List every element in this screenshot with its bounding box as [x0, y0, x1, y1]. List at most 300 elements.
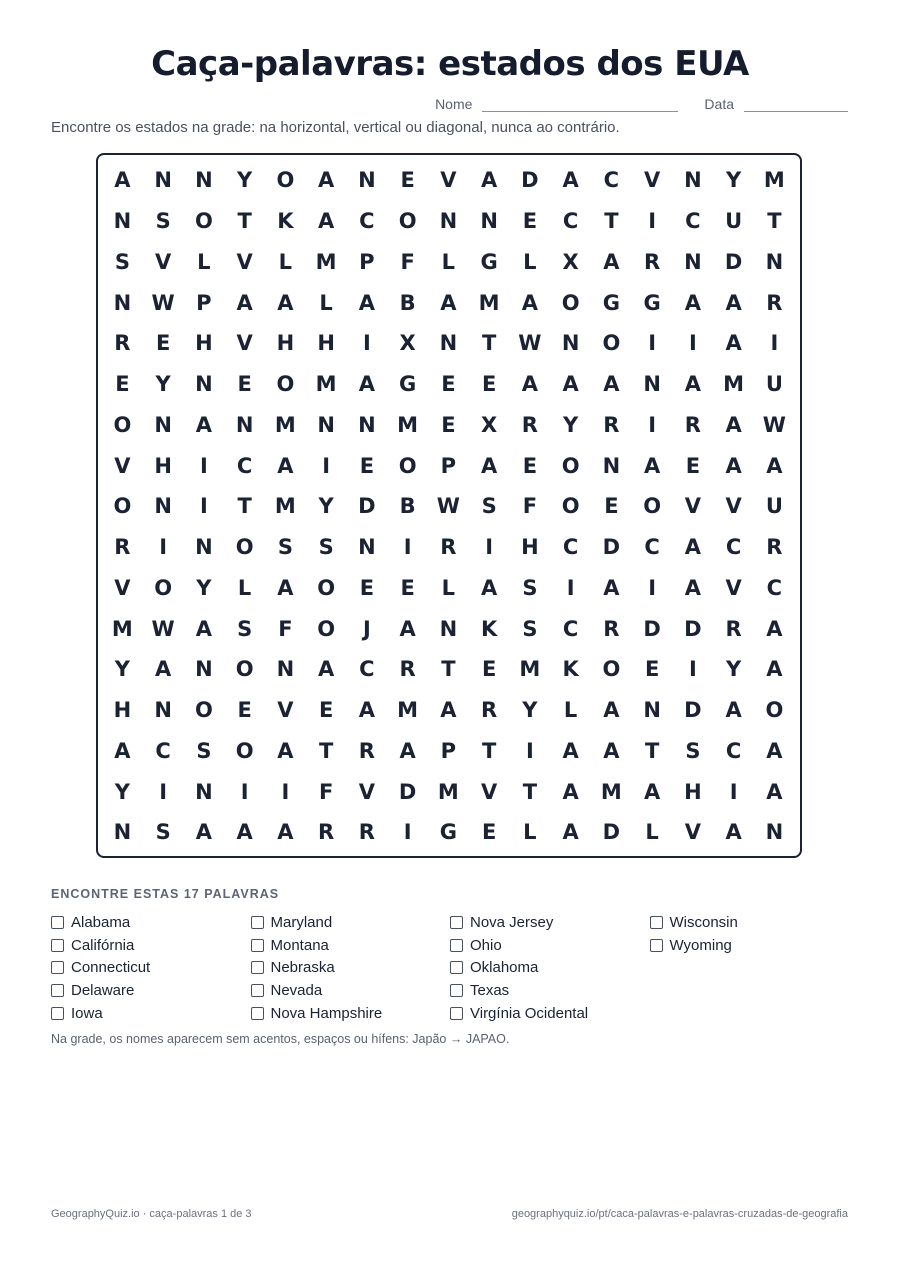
grid-cell[interactable]: R [114, 535, 131, 560]
grid-cell[interactable]: A [562, 168, 579, 193]
grid-cell[interactable]: P [440, 453, 457, 478]
grid-cell[interactable]: T [237, 494, 252, 519]
grid-cell[interactable]: U [765, 372, 783, 397]
grid-cell[interactable]: W [762, 412, 786, 437]
grid-cell[interactable]: N [113, 820, 132, 845]
grid-cell[interactable]: A [277, 820, 294, 845]
grid-cell[interactable]: A [114, 168, 131, 193]
grid-cell[interactable]: E [644, 657, 660, 682]
grid-cell[interactable]: N [195, 535, 213, 560]
grid-cell[interactable]: C [359, 209, 375, 234]
grid-cell[interactable]: O [398, 453, 417, 478]
grid-cell[interactable]: A [358, 290, 375, 315]
grid-cell[interactable]: A [317, 168, 335, 193]
grid-cell[interactable]: N [154, 494, 172, 519]
grid-cell[interactable]: W [518, 331, 542, 356]
grid-cell[interactable]: A [195, 412, 212, 437]
grid-cell[interactable]: I [199, 453, 208, 478]
grid-cell[interactable]: I [566, 575, 575, 600]
grid-cell[interactable]: D [521, 168, 539, 193]
grid-cell[interactable]: E [400, 575, 415, 600]
grid-cell[interactable]: R [603, 616, 620, 641]
grid-cell[interactable]: X [481, 412, 498, 437]
grid-cell[interactable]: E [359, 575, 375, 600]
grid-cell[interactable]: D [724, 249, 743, 274]
grid-cell[interactable]: Y [726, 657, 742, 682]
grid-cell[interactable]: B [399, 494, 416, 519]
grid-cell[interactable]: A [603, 372, 620, 397]
grid-cell[interactable]: A [603, 575, 620, 600]
grid-cell[interactable]: L [441, 575, 456, 600]
grid-cell[interactable]: O [765, 698, 784, 723]
grid-cell[interactable]: S [155, 820, 171, 845]
grid-cell[interactable]: J [362, 616, 371, 641]
grid-cell[interactable]: N [439, 209, 458, 234]
grid-cell[interactable]: A [562, 779, 579, 804]
grid-cell[interactable]: E [400, 168, 415, 193]
grid-cell[interactable]: L [197, 249, 211, 274]
grid-cell[interactable]: S [196, 738, 212, 763]
grid-cell[interactable]: N [643, 698, 661, 723]
grid-cell[interactable]: T [481, 331, 497, 356]
grid-cell[interactable]: V [358, 779, 375, 804]
grid-cell[interactable]: T [767, 209, 782, 234]
grid-cell[interactable]: R [399, 657, 416, 682]
grid-cell[interactable]: R [766, 535, 783, 560]
grid-cell[interactable]: O [194, 209, 213, 234]
grid-cell[interactable]: G [439, 820, 457, 845]
grid-cell[interactable]: A [562, 372, 579, 397]
grid-cell[interactable]: E [155, 331, 171, 356]
grid-cell[interactable]: O [602, 331, 621, 356]
grid-cell[interactable]: N [561, 331, 580, 356]
grid-cell[interactable]: H [154, 453, 172, 478]
grid-cell[interactable]: E [604, 494, 619, 519]
checkbox[interactable] [450, 939, 463, 952]
grid-cell[interactable]: M [315, 249, 337, 274]
grid-cell[interactable]: V [480, 779, 498, 804]
grid-cell[interactable]: V [643, 168, 661, 193]
grid-cell[interactable]: I [322, 453, 331, 478]
grid-cell[interactable]: R [114, 331, 131, 356]
grid-cell[interactable]: S [522, 575, 538, 600]
grid-cell[interactable]: A [440, 698, 457, 723]
grid-cell[interactable]: O [317, 575, 336, 600]
grid-cell[interactable]: K [562, 657, 579, 682]
grid-cell[interactable]: Y [522, 698, 538, 723]
grid-cell[interactable]: R [318, 820, 335, 845]
grid-cell[interactable]: C [685, 209, 701, 234]
grid-cell[interactable]: A [562, 820, 579, 845]
grid-cell[interactable]: R [358, 738, 375, 763]
grid-cell[interactable]: A [725, 820, 742, 845]
grid-cell[interactable]: X [399, 331, 416, 356]
grid-cell[interactable]: I [770, 331, 779, 356]
grid-cell[interactable]: A [766, 657, 783, 682]
grid-cell[interactable]: I [362, 331, 371, 356]
grid-cell[interactable]: M [111, 616, 133, 641]
grid-cell[interactable]: A [521, 372, 538, 397]
grid-cell[interactable]: P [359, 249, 375, 274]
name-field[interactable] [482, 97, 678, 112]
grid-cell[interactable]: A [684, 535, 701, 560]
grid-cell[interactable]: A [317, 209, 335, 234]
grid-cell[interactable]: A [725, 453, 742, 478]
grid-cell[interactable]: B [399, 290, 416, 315]
grid-cell[interactable]: N [439, 331, 458, 356]
checkbox[interactable] [251, 939, 264, 952]
grid-cell[interactable]: E [481, 820, 497, 845]
grid-cell[interactable]: R [644, 249, 661, 274]
grid-cell[interactable]: N [439, 616, 458, 641]
grid-cell[interactable]: F [400, 249, 415, 274]
grid-cell[interactable]: N [154, 412, 172, 437]
grid-cell[interactable]: M [478, 290, 500, 315]
grid-cell[interactable]: K [480, 616, 498, 641]
grid-cell[interactable]: I [240, 779, 249, 804]
checkbox[interactable] [251, 984, 264, 997]
grid-cell[interactable]: V [684, 820, 701, 845]
grid-cell[interactable]: F [278, 616, 293, 641]
grid-cell[interactable]: M [397, 412, 419, 437]
grid-cell[interactable]: A [603, 738, 620, 763]
grid-cell[interactable]: V [154, 249, 172, 274]
grid-cell[interactable]: F [522, 494, 538, 519]
grid-cell[interactable]: M [519, 657, 541, 682]
grid-cell[interactable]: M [315, 372, 337, 397]
grid-cell[interactable]: E [481, 372, 497, 397]
grid-cell[interactable]: N [113, 209, 132, 234]
grid-cell[interactable]: A [358, 372, 375, 397]
grid-cell[interactable]: C [562, 616, 579, 641]
grid-cell[interactable]: H [684, 779, 702, 804]
grid-cell[interactable]: A [684, 372, 701, 397]
grid-cell[interactable]: C [155, 738, 171, 763]
checkbox[interactable] [450, 1007, 463, 1020]
grid-cell[interactable]: W [151, 290, 175, 315]
grid-cell[interactable]: L [563, 698, 578, 723]
grid-cell[interactable]: A [277, 575, 294, 600]
grid-cell[interactable]: Y [196, 575, 212, 600]
grid-cell[interactable]: V [114, 453, 131, 478]
grid-cell[interactable]: I [648, 331, 657, 356]
grid-cell[interactable]: C [562, 535, 579, 560]
grid-cell[interactable]: H [113, 698, 132, 723]
grid-cell[interactable]: W [436, 494, 460, 519]
grid-cell[interactable]: L [278, 249, 293, 274]
grid-cell[interactable]: C [725, 535, 742, 560]
grid-cell[interactable]: I [648, 575, 657, 600]
checkbox[interactable] [450, 916, 463, 929]
grid-cell[interactable]: D [602, 820, 621, 845]
grid-cell[interactable]: R [684, 412, 701, 437]
grid-cell[interactable]: I [403, 535, 412, 560]
grid-cell[interactable]: G [602, 290, 620, 315]
grid-cell[interactable]: O [561, 290, 580, 315]
grid-cell[interactable]: O [113, 412, 132, 437]
grid-cell[interactable]: N [684, 249, 702, 274]
grid-cell[interactable]: N [643, 372, 661, 397]
grid-cell[interactable]: R [725, 616, 742, 641]
grid-cell[interactable]: O [398, 209, 417, 234]
grid-cell[interactable]: A [154, 657, 172, 682]
grid-cell[interactable]: N [317, 412, 335, 437]
checkbox[interactable] [251, 1007, 264, 1020]
grid-cell[interactable]: V [114, 575, 131, 600]
grid-cell[interactable]: I [525, 738, 534, 763]
grid-cell[interactable]: O [276, 372, 295, 397]
checkbox[interactable] [51, 984, 64, 997]
grid-cell[interactable]: N [358, 412, 376, 437]
grid-cell[interactable]: A [480, 575, 498, 600]
grid-cell[interactable]: O [235, 535, 254, 560]
grid-cell[interactable]: T [604, 209, 619, 234]
grid-cell[interactable]: T [522, 779, 538, 804]
checkbox[interactable] [251, 916, 264, 929]
grid-cell[interactable]: P [440, 738, 457, 763]
grid-cell[interactable]: C [725, 738, 742, 763]
grid-cell[interactable]: S [237, 616, 253, 641]
grid-cell[interactable]: H [521, 535, 539, 560]
grid-cell[interactable]: O [317, 616, 336, 641]
checkbox[interactable] [51, 939, 64, 952]
grid-cell[interactable]: E [441, 412, 456, 437]
grid-cell[interactable]: M [274, 412, 296, 437]
checkbox[interactable] [650, 939, 663, 952]
grid-cell[interactable]: W [151, 616, 175, 641]
grid-cell[interactable]: L [441, 249, 456, 274]
grid-cell[interactable]: L [523, 249, 537, 274]
grid-cell[interactable]: U [725, 209, 743, 234]
grid-cell[interactable]: A [399, 738, 416, 763]
grid-cell[interactable]: Y [318, 494, 334, 519]
grid-cell[interactable]: Y [563, 412, 579, 437]
grid-cell[interactable]: V [236, 331, 253, 356]
date-field[interactable] [744, 97, 848, 112]
checkbox[interactable] [650, 916, 663, 929]
grid-cell[interactable]: A [521, 290, 538, 315]
grid-cell[interactable]: M [600, 779, 622, 804]
grid-cell[interactable]: N [154, 168, 172, 193]
grid-cell[interactable]: O [276, 168, 295, 193]
grid-cell[interactable]: E [115, 372, 130, 397]
grid-cell[interactable]: K [277, 209, 294, 234]
grid-cell[interactable]: N [358, 168, 376, 193]
grid-cell[interactable]: C [359, 657, 375, 682]
grid-cell[interactable]: O [643, 494, 662, 519]
grid-cell[interactable]: M [763, 168, 785, 193]
checkbox[interactable] [51, 1007, 64, 1020]
checkbox[interactable] [251, 961, 264, 974]
grid-cell[interactable]: N [195, 168, 213, 193]
grid-cell[interactable]: L [319, 290, 333, 315]
grid-cell[interactable]: R [521, 412, 538, 437]
grid-cell[interactable]: I [281, 779, 290, 804]
grid-cell[interactable]: A [399, 616, 416, 641]
grid-cell[interactable]: M [274, 494, 296, 519]
grid-cell[interactable]: A [643, 779, 661, 804]
grid-cell[interactable]: A [317, 657, 335, 682]
grid-cell[interactable]: E [522, 209, 538, 234]
grid-cell[interactable]: A [440, 290, 457, 315]
checkbox[interactable] [450, 961, 463, 974]
grid-cell[interactable]: M [723, 372, 745, 397]
grid-cell[interactable]: A [562, 738, 579, 763]
grid-cell[interactable]: G [399, 372, 417, 397]
grid-cell[interactable]: S [522, 616, 538, 641]
grid-cell[interactable]: N [195, 372, 213, 397]
grid-cell[interactable]: O [235, 657, 254, 682]
grid-cell[interactable]: A [684, 290, 701, 315]
grid-cell[interactable]: O [154, 575, 173, 600]
grid-cell[interactable]: O [561, 453, 580, 478]
grid-cell[interactable]: A [725, 698, 742, 723]
grid-cell[interactable]: V [684, 494, 701, 519]
grid-cell[interactable]: A [643, 453, 661, 478]
grid-cell[interactable]: N [765, 249, 784, 274]
grid-cell[interactable]: N [154, 698, 172, 723]
grid-cell[interactable]: R [766, 290, 783, 315]
grid-cell[interactable]: V [440, 168, 457, 193]
grid-cell[interactable]: A [480, 168, 498, 193]
grid-cell[interactable]: A [725, 412, 742, 437]
grid-cell[interactable]: S [114, 249, 130, 274]
grid-cell[interactable]: G [480, 249, 498, 274]
grid-cell[interactable]: E [441, 372, 456, 397]
checkbox[interactable] [450, 984, 463, 997]
grid-cell[interactable]: R [440, 535, 457, 560]
grid-cell[interactable]: I [159, 779, 168, 804]
grid-cell[interactable]: I [485, 535, 494, 560]
grid-cell[interactable]: A [236, 820, 253, 845]
grid-cell[interactable]: E [318, 698, 334, 723]
grid-cell[interactable]: D [358, 494, 376, 519]
grid-cell[interactable]: X [562, 249, 579, 274]
grid-cell[interactable]: I [159, 535, 168, 560]
grid-cell[interactable]: T [481, 738, 497, 763]
grid-cell[interactable]: I [648, 209, 657, 234]
grid-cell[interactable]: Y [114, 779, 130, 804]
grid-cell[interactable]: I [199, 494, 208, 519]
grid-cell[interactable]: N [195, 779, 213, 804]
grid-cell[interactable]: S [277, 535, 293, 560]
grid-cell[interactable]: E [522, 453, 538, 478]
grid-cell[interactable]: V [277, 698, 294, 723]
grid-cell[interactable]: P [196, 290, 212, 315]
grid-cell[interactable]: H [317, 331, 335, 356]
grid-cell[interactable]: O [561, 494, 580, 519]
grid-cell[interactable]: A [684, 575, 701, 600]
grid-cell[interactable]: H [276, 331, 295, 356]
grid-cell[interactable]: I [648, 412, 657, 437]
grid-cell[interactable]: V [725, 494, 742, 519]
grid-cell[interactable]: D [684, 616, 702, 641]
grid-cell[interactable]: A [195, 820, 212, 845]
grid-cell[interactable]: R [358, 820, 375, 845]
grid-cell[interactable]: A [277, 290, 294, 315]
grid-cell[interactable]: S [685, 738, 701, 763]
grid-cell[interactable]: T [441, 657, 456, 682]
grid-cell[interactable]: D [602, 535, 621, 560]
grid-cell[interactable]: Y [726, 168, 742, 193]
grid-cell[interactable]: T [644, 738, 660, 763]
grid-cell[interactable]: Y [155, 372, 171, 397]
grid-cell[interactable]: S [155, 209, 171, 234]
grid-cell[interactable]: E [237, 372, 252, 397]
grid-cell[interactable]: N [358, 535, 376, 560]
grid-cell[interactable]: A [766, 616, 783, 641]
grid-cell[interactable]: A [480, 453, 498, 478]
grid-cell[interactable]: A [766, 453, 783, 478]
grid-cell[interactable]: O [113, 494, 132, 519]
grid-cell[interactable]: A [766, 779, 783, 804]
grid-cell[interactable]: O [602, 657, 621, 682]
grid-cell[interactable]: I [688, 331, 697, 356]
grid-cell[interactable]: F [318, 779, 334, 804]
grid-cell[interactable]: L [645, 820, 659, 845]
grid-cell[interactable]: E [237, 698, 252, 723]
grid-cell[interactable]: L [237, 575, 252, 600]
grid-cell[interactable]: N [113, 290, 132, 315]
grid-cell[interactable]: D [684, 698, 702, 723]
grid-cell[interactable]: A [603, 249, 620, 274]
grid-cell[interactable]: N [276, 657, 295, 682]
grid-cell[interactable]: V [725, 575, 742, 600]
checkbox[interactable] [51, 961, 64, 974]
grid-cell[interactable]: C [562, 209, 579, 234]
grid-cell[interactable]: U [765, 494, 783, 519]
grid-cell[interactable]: S [318, 535, 334, 560]
grid-cell[interactable]: E [481, 657, 497, 682]
grid-cell[interactable]: I [729, 779, 738, 804]
grid-cell[interactable]: E [685, 453, 701, 478]
grid-cell[interactable]: Y [237, 168, 253, 193]
grid-cell[interactable]: Y [114, 657, 130, 682]
grid-cell[interactable]: A [195, 616, 212, 641]
grid-cell[interactable]: C [603, 168, 620, 193]
grid-cell[interactable]: E [359, 453, 375, 478]
grid-cell[interactable]: A [114, 738, 131, 763]
grid-cell[interactable]: N [235, 412, 254, 437]
grid-cell[interactable]: T [237, 209, 252, 234]
grid-cell[interactable]: A [277, 453, 294, 478]
grid-cell[interactable]: A [603, 698, 620, 723]
grid-cell[interactable]: N [480, 209, 498, 234]
grid-cell[interactable]: R [481, 698, 498, 723]
grid-cell[interactable]: A [358, 698, 375, 723]
checkbox[interactable] [51, 916, 64, 929]
grid-cell[interactable]: L [523, 820, 537, 845]
grid-cell[interactable]: I [688, 657, 697, 682]
grid-cell[interactable]: C [644, 535, 660, 560]
grid-cell[interactable]: N [684, 168, 702, 193]
grid-cell[interactable]: A [725, 331, 742, 356]
grid-cell[interactable]: O [235, 738, 254, 763]
grid-cell[interactable]: H [195, 331, 213, 356]
grid-cell[interactable]: M [437, 779, 459, 804]
grid-cell[interactable]: O [194, 698, 213, 723]
grid-cell[interactable]: V [236, 249, 253, 274]
grid-cell[interactable]: G [643, 290, 661, 315]
grid-cell[interactable]: R [603, 412, 620, 437]
grid-cell[interactable]: M [397, 698, 419, 723]
grid-cell[interactable]: D [643, 616, 661, 641]
grid-cell[interactable]: N [765, 820, 784, 845]
grid-cell[interactable]: I [403, 820, 412, 845]
grid-cell[interactable]: C [236, 453, 253, 478]
grid-cell[interactable]: A [236, 290, 253, 315]
grid-cell[interactable]: S [481, 494, 497, 519]
